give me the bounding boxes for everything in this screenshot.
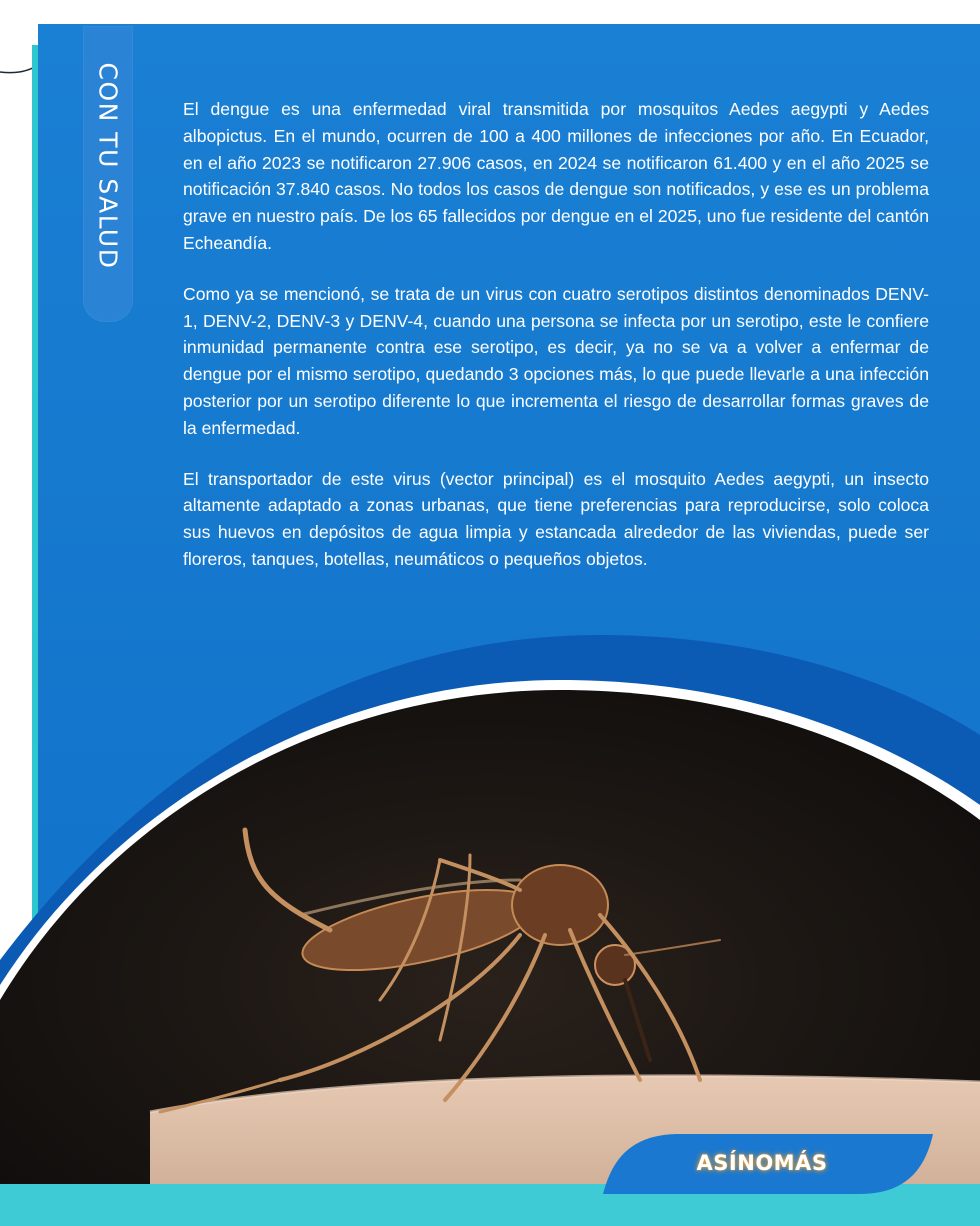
section-label: CON TU SALUD	[93, 62, 123, 270]
brand-logo: ASÍNOMÁS	[696, 1151, 828, 1175]
paragraph: El dengue es una enfermedad viral transmitida por mosquitos Aedes aegypti y Aedes albopictus. En el mundo, ocurren de 100 a 400 millones de infecciones por año. En Ecuador, en el año 2023 se notificaron 27.906 casos, en 2024 se notificaron 61.400 y en el año 2025 se notificación 37.840 casos. No todos los casos de dengue son notificados, y ese es un problema grave en nuestro país. De los 65 fallecidos por dengue en el 2025, uno fue residente del cantón Echeandía.	[183, 99, 929, 253]
paragraph: Como ya se mencionó, se trata de un virus con cuatro serotipos distintos denominados DENV-1, DENV-2, DENV-3 y DENV-4, cuando una persona se infecta por un serotipo, este le confiere inmunidad permanente contra ese serotipo, es decir, ya no se va a volver a enfermar de dengue por el mismo serotipo, quedando 3 opciones más, lo que puede llevarle a una infección posterior por un serotipo diferente lo que incrementa el riesgo de desarrollar formas graves de la enfermedad.	[183, 283, 929, 438]
paragraph: El transportador de este virus (vector principal) es el mosquito Aedes aegypti, un insecto altamente adaptado a zonas urbanas, que tiene preferencias para reproducirse, solo coloca sus huevos en depósitos de agua limpia y estancada alrededor de las viviendas, puede ser floreros, tanques, botellas, neumáticos o pequeños objetos.	[183, 468, 929, 569]
article-body	[183, 96, 929, 597]
